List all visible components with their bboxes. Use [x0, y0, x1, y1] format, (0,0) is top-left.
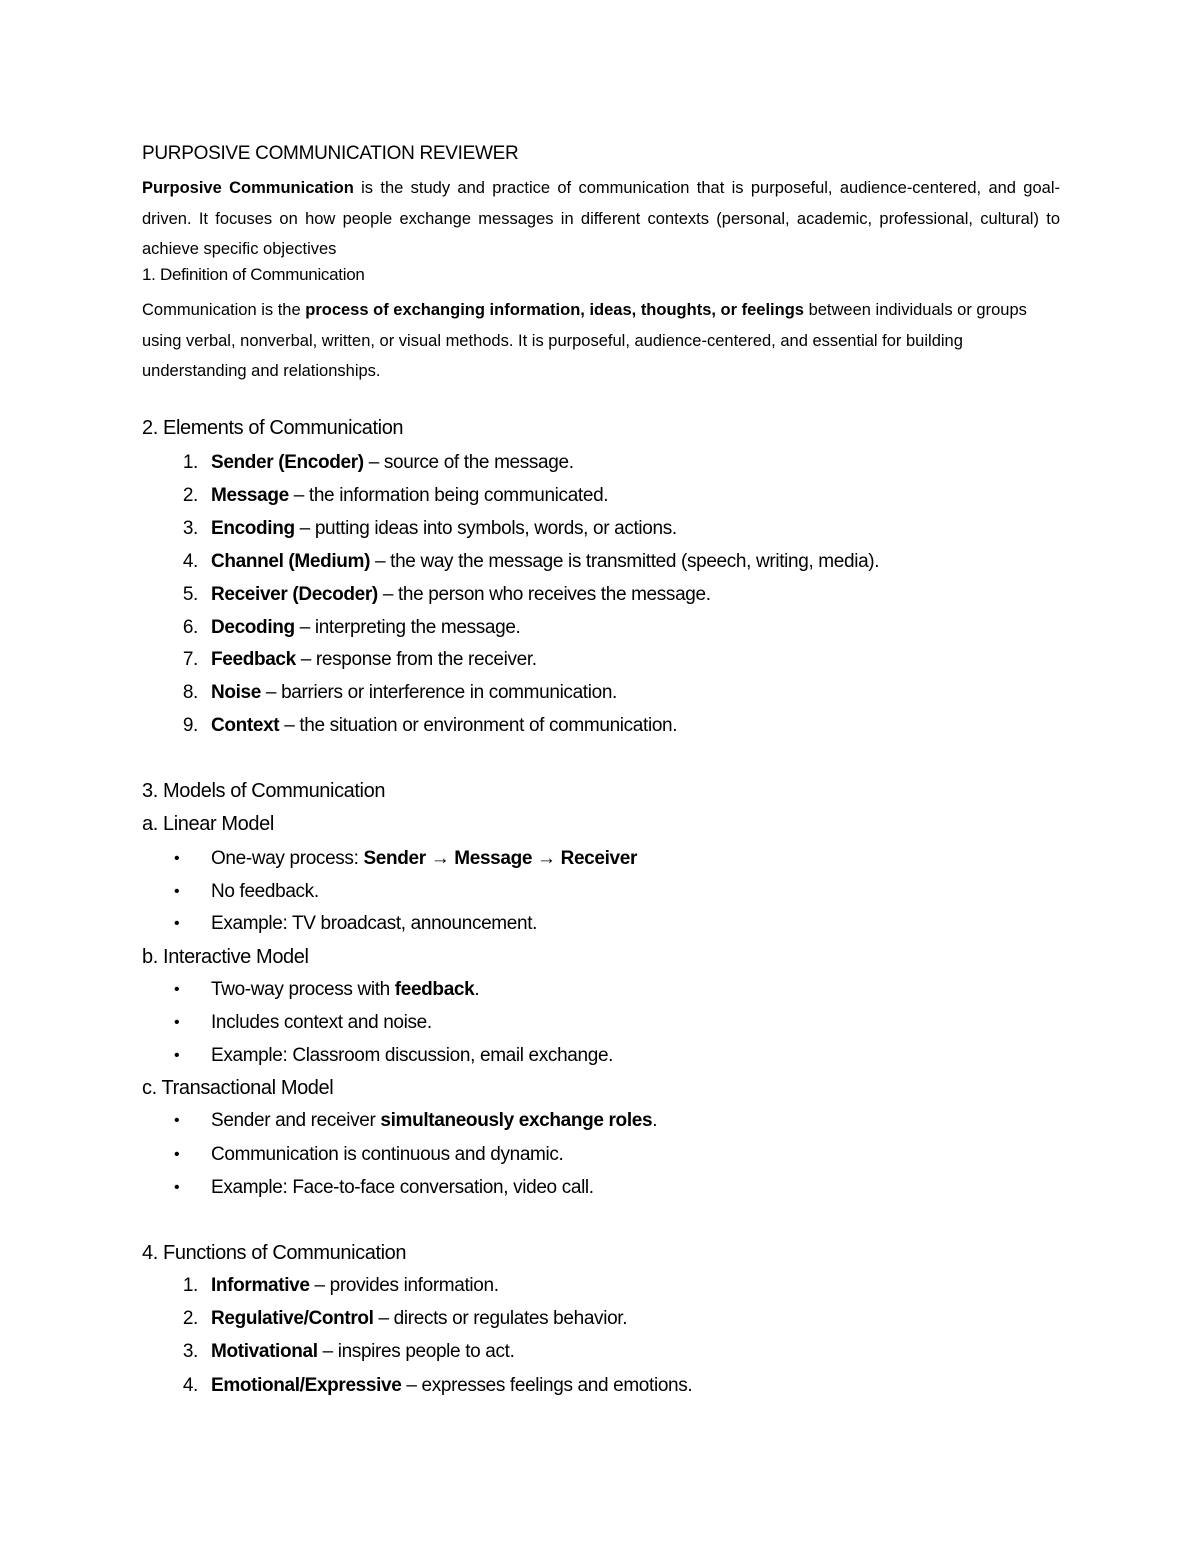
item-text: .: [474, 979, 480, 1000]
item-text: Includes context and noise.: [211, 1012, 432, 1033]
item-term: feedback: [394, 979, 475, 1000]
item-description: – the person who receives the message.: [377, 583, 711, 605]
item-number: 9.: [182, 715, 198, 737]
models-heading: 3. Models of Communication: [142, 780, 386, 802]
item-term: Receiver (Decoder): [211, 583, 378, 605]
transactional-model-heading: c. Transactional Model: [142, 1077, 334, 1099]
functions-heading: 4. Functions of Communication: [142, 1242, 407, 1264]
definition-heading: 1. Definition of Communication: [142, 265, 365, 284]
item-description: – the situation or environment of communication.: [279, 715, 678, 737]
item-description: – source of the message.: [363, 452, 574, 473]
item-text: Example: TV broadcast, announcement.: [211, 913, 538, 934]
item-text: Two-way process with: [211, 979, 395, 1000]
definition-post: between individuals or groups using verbal, nonverbal, written, or visual methods. It is purposeful, audience-centered, and essential for building understanding and relationships.: [142, 301, 1027, 380]
item-description: – response from the receiver.: [295, 649, 537, 671]
intro-text: is the study and practice of communication that is purposeful, audience-centered, and goal-driven. It focuses on how people exchange messages in different contexts (personal, academic, professional, cultural) to achieve specific objectives: [142, 179, 1060, 258]
item-description: – putting ideas into symbols, words, or actions.: [294, 517, 677, 539]
item-number: 1.: [182, 452, 198, 473]
item-term: simultaneously exchange roles: [380, 1110, 653, 1131]
item-text: Example: Classroom discussion, email exchange.: [211, 1045, 614, 1066]
item-description: – the information being communicated.: [288, 484, 609, 506]
bullet: •: [174, 1179, 180, 1196]
item-term: Sender → Message → Receiver: [363, 848, 638, 869]
item-number: 3.: [182, 1341, 198, 1363]
item-term: Emotional/Expressive: [211, 1374, 402, 1396]
item-text: Example: Face-to-face conversation, video call.: [211, 1177, 594, 1198]
bullet: •: [174, 1014, 180, 1031]
item-term: Decoding: [211, 616, 295, 638]
item-term: Motivational: [211, 1341, 318, 1363]
bullet: •: [174, 1047, 180, 1064]
item-number: 4.: [182, 1374, 198, 1396]
item-description: – the way the message is transmitted (speech, writing, media).: [370, 550, 880, 572]
bullet: •: [174, 981, 180, 998]
intro-term: Purposive Communication: [142, 179, 354, 197]
bullet: •: [174, 1146, 180, 1163]
item-description: – barriers or interference in communication.: [261, 682, 617, 704]
item-number: 2.: [182, 1308, 198, 1330]
item-term: Context: [211, 715, 280, 737]
document-title: PURPOSIVE COMMUNICATION REVIEWER: [142, 143, 519, 164]
item-description: – directs or regulates behavior.: [373, 1308, 628, 1330]
item-number: 5.: [182, 583, 198, 605]
item-text: .: [652, 1110, 658, 1131]
definition-pre: Communication is the: [142, 301, 306, 319]
bullet: •: [174, 915, 180, 932]
item-text: One-way process:: [211, 848, 364, 869]
item-term: Noise: [211, 682, 261, 704]
bullet: •: [174, 850, 180, 867]
item-term: Sender (Encoder): [211, 452, 364, 473]
item-number: 4.: [182, 550, 198, 572]
definition-paragraph: [142, 295, 1060, 387]
item-number: 7.: [182, 649, 198, 671]
item-description: – inspires people to act.: [317, 1341, 515, 1363]
item-number: 2.: [182, 484, 198, 506]
item-term: Encoding: [211, 517, 295, 539]
linear-model-heading: a. Linear Model: [142, 813, 274, 835]
item-number: 8.: [182, 682, 198, 704]
item-term: Channel (Medium): [211, 550, 371, 572]
interactive-model-heading: b. Interactive Model: [142, 946, 309, 968]
item-term: Feedback: [211, 649, 296, 671]
item-text: Communication is continuous and dynamic.: [211, 1144, 564, 1165]
item-description: – interpreting the message.: [294, 616, 521, 638]
definition-bold: process of exchanging information, ideas, thoughts, or feelings: [305, 301, 804, 319]
elements-heading: 2. Elements of Communication: [142, 417, 404, 439]
bullet: •: [174, 1112, 180, 1129]
item-text: No feedback.: [211, 881, 319, 902]
item-number: 3.: [182, 517, 198, 539]
item-term: Regulative/Control: [211, 1308, 374, 1330]
item-description: – expresses feelings and emotions.: [401, 1374, 693, 1396]
item-description: – provides information.: [309, 1275, 499, 1296]
item-number: 1.: [182, 1275, 198, 1296]
bullet: •: [174, 883, 180, 900]
item-term: Message: [211, 484, 289, 506]
item-text: Sender and receiver: [211, 1110, 381, 1131]
item-term: Informative: [211, 1275, 310, 1296]
intro-paragraph: [142, 173, 1060, 265]
item-number: 6.: [182, 616, 198, 638]
